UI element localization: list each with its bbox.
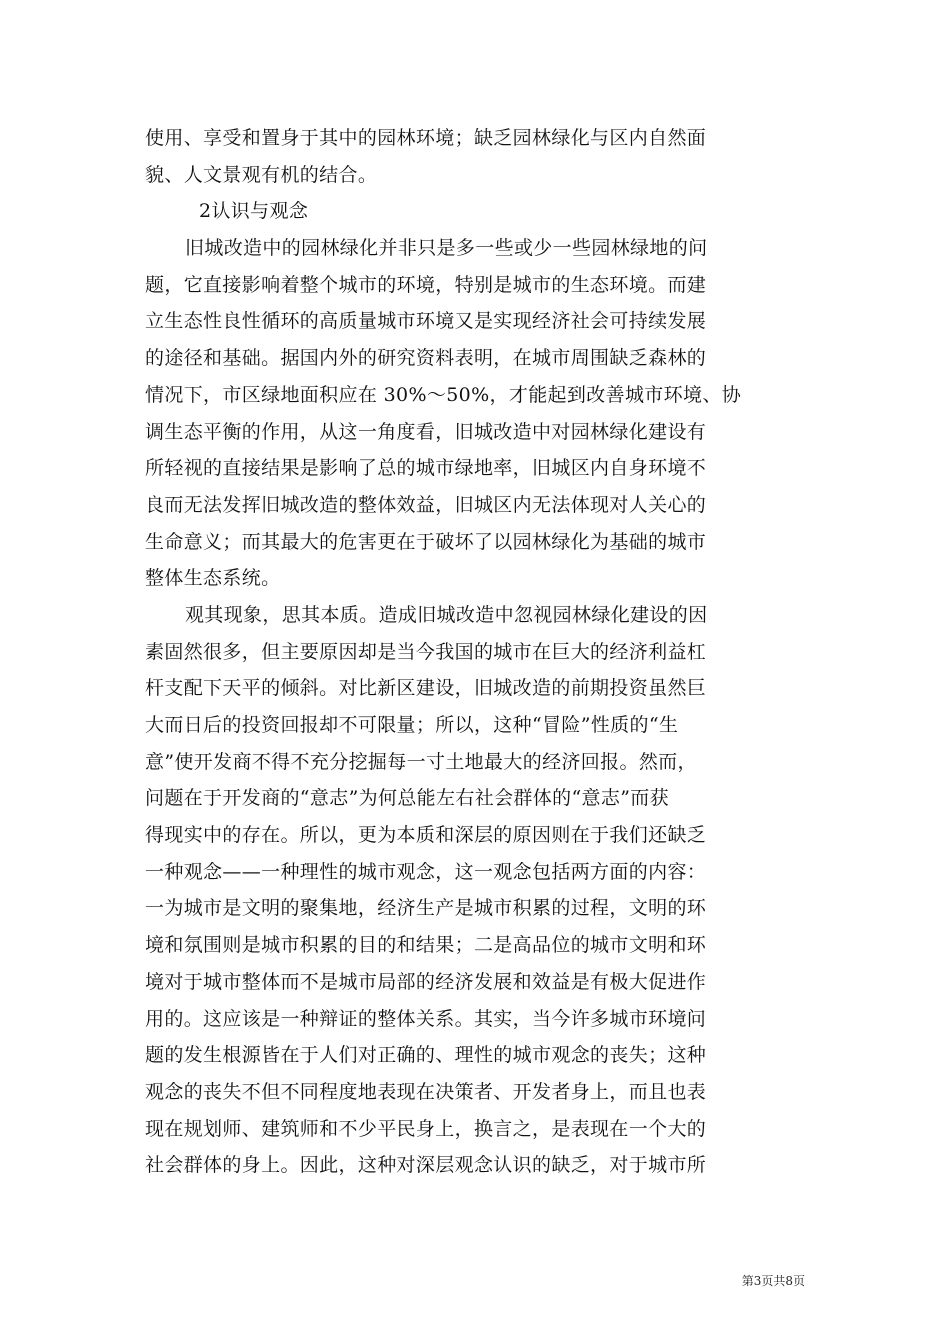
- paragraph-2-line: 情况下，市区绿地面积应在 30%～50%，才能起到改善城市环境、协: [145, 383, 742, 406]
- paragraph-3-line: 境和氛围则是城市积累的目的和结果；二是高品位的城市文明和环: [145, 934, 707, 957]
- paragraph-2-line: 的途径和基础。据国内外的研究资料表明，在城市周围缺乏森林的: [145, 347, 707, 370]
- paragraph-3-line: 一种观念——一种理性的城市观念，这一观念包括两方面的内容：: [145, 860, 707, 883]
- paragraph-3-line: 用的。这应该是一种辩证的整体关系。其实，当今许多城市环境问: [145, 1007, 707, 1030]
- paragraph-3-line: 观其现象，思其本质。造成旧城改造中忽视园林绿化建设的因: [185, 603, 708, 626]
- paragraph-1-line: 貌、人文景观有机的结合。: [145, 163, 378, 186]
- paragraph-2-line: 立生态性良性循环的高质量城市环境又是实现经济社会可持续发展: [145, 310, 707, 333]
- paragraph-2-line: 整体生态系统。: [145, 567, 281, 590]
- paragraph-2-line: 良而无法发挥旧城改造的整体效益，旧城区内无法体现对人关心的: [145, 493, 707, 516]
- paragraph-3-line: 题的发生根源皆在于人们对正确的、理性的城市观念的丧失；这种: [145, 1044, 707, 1067]
- paragraph-3-line: 一为城市是文明的聚集地，经济生产是城市积累的过程，文明的环: [145, 897, 707, 920]
- paragraph-3-line: 问题在于开发商的“意志”为何总能左右社会群体的“意志”而获: [145, 787, 670, 810]
- paragraph-3-line: 境对于城市整体而不是城市局部的经济发展和效益是有极大促进作: [145, 970, 707, 993]
- paragraph-3-line: 得现实中的存在。所以，更为本质和深层的原因则在于我们还缺乏: [145, 824, 707, 847]
- paragraph-2-line: 调生态平衡的作用，从这一角度看，旧城改造中对园林绿化建设有: [145, 420, 707, 443]
- paragraph-3-line: 素固然很多，但主要原因却是当今我国的城市在巨大的经济利益杠: [145, 640, 707, 663]
- paragraph-3: [145, 597, 805, 1184]
- section-heading: 2认识与观念: [199, 200, 309, 223]
- paragraph-2-line: 题，它直接影响着整个城市的环境，特别是城市的生态环境。而建: [145, 273, 707, 296]
- paragraph-3-line: 杆支配下天平的倾斜。对比新区建设，旧城改造的前期投资虽然巨: [145, 677, 707, 700]
- body-text: [145, 120, 805, 1184]
- paragraph-3-line: 大而日后的投资回报却不可限量；所以，这种“冒险”性质的“生: [145, 714, 679, 736]
- paragraph-2-line: 所轻视的直接结果是影响了总的城市绿地率，旧城区内自身环境不: [145, 457, 707, 480]
- paragraph-1-line: 使用、享受和置身于其中的园林环境；缺乏园林绿化与区内自然面: [145, 127, 707, 149]
- paragraph-2-line: 生命意义；而其最大的危害更在于破坏了以园林绿化为基础的城市: [145, 530, 707, 553]
- paragraph-3-line: 现在规划师、建筑师和不少平民身上，换言之，是表现在一个大的: [145, 1117, 707, 1140]
- page-number: 第3页共8页: [741, 1274, 805, 1288]
- paragraph-3-line: 意”使开发商不得不充分挖掘每一寸土地最大的经济回报。然而，: [145, 750, 697, 773]
- paragraph-2-line: 旧城改造中的园林绿化并非只是多一些或少一些园林绿地的问: [185, 237, 708, 260]
- paragraph-3-line: 社会群体的身上。因此，这种对深层观念认识的缺乏，对于城市所: [145, 1154, 707, 1177]
- paragraph-3-line: 观念的丧失不但不同程度地表现在决策者、开发者身上，而且也表: [145, 1080, 707, 1103]
- paragraph-2: [145, 230, 805, 597]
- paragraph-1: [145, 120, 805, 193]
